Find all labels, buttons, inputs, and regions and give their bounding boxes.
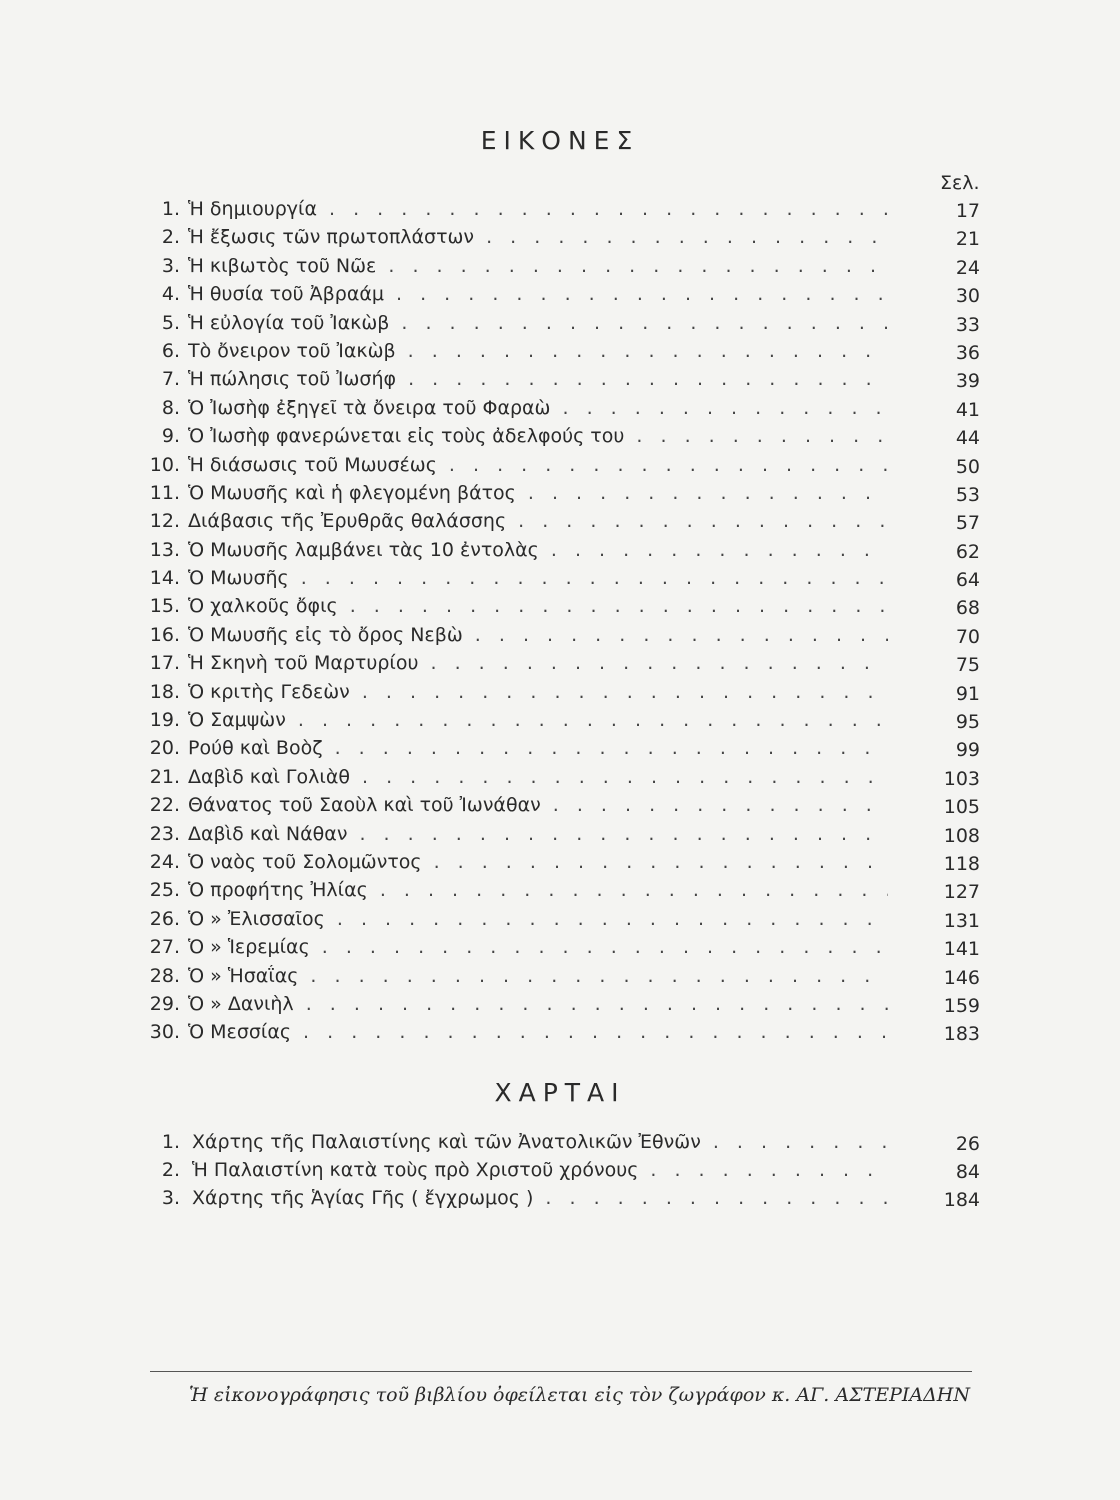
- entry-page: 39: [955, 370, 980, 393]
- toc-entry: [0, 482, 1120, 510]
- entry-number: 28.: [149, 964, 180, 987]
- toc-entry: [0, 368, 1120, 396]
- entry-title: Ὁ » Ἱερεμίας . . .: [188, 936, 888, 958]
- entry-number: 13.: [149, 538, 180, 561]
- entry-title: Ὁ Μωυσῆς εἰς τὸ ὄρος Νεβὼ . . .: [188, 624, 888, 646]
- toc-entry: [0, 198, 1120, 226]
- toc-entry: [0, 425, 1120, 453]
- toc-entry: [0, 737, 1120, 765]
- entry-title: Ὁ ναὸς τοῦ Σολομῶντος . . .: [188, 851, 888, 873]
- toc-entry: [0, 1021, 1120, 1049]
- entry-title: Ὁ » Δανιὴλ . . .: [188, 993, 888, 1015]
- entry-title: Ἡ διάσωσις τοῦ Μωυσέως . . .: [188, 454, 888, 476]
- entry-page: 50: [955, 455, 980, 478]
- entry-number: 9.: [161, 425, 180, 448]
- entry-title: Ὁ Μωυσῆς καὶ ἡ φλεγομένη βάτος . . .: [188, 482, 888, 504]
- entry-title: Ἡ Παλαιστίνη κατὰ τοὺς πρὸ Χριστοῦ χρόνους . . .: [192, 1159, 892, 1181]
- entry-page: 118: [943, 852, 980, 875]
- entry-number: 29.: [149, 992, 180, 1015]
- entry-title: Ὁ προφήτης Ἠλίας . . .: [188, 879, 888, 901]
- entry-page: 75: [955, 654, 980, 677]
- entry-title: Χάρτης τῆς Ἁγίας Γῆς ( ἔγχρωμος ) . . .: [192, 1187, 892, 1209]
- entry-page: 103: [943, 767, 980, 790]
- entry-page: 53: [955, 483, 980, 506]
- entry-page: 127: [943, 881, 980, 904]
- toc-entry: [0, 851, 1120, 879]
- entry-title: Ὁ χαλκοῦς ὄφις . . .: [188, 595, 888, 617]
- entry-page: 99: [955, 739, 980, 762]
- toc-entry: [0, 709, 1120, 737]
- entry-title: Δαβὶδ καὶ Νάθαν . . .: [188, 823, 888, 845]
- entry-page: 131: [943, 909, 980, 932]
- entry-number: 19.: [149, 709, 180, 732]
- toc-entry: [0, 283, 1120, 311]
- entry-number: 14.: [149, 567, 180, 590]
- toc-entry: [0, 794, 1120, 822]
- entry-number: 12.: [149, 510, 180, 533]
- toc-entry: [0, 936, 1120, 964]
- toc-entry: [0, 255, 1120, 283]
- entry-title: Ὁ Μωυσῆς λαμβάνει τὰς 10 ἐντολὰς . . .: [188, 539, 888, 561]
- footer-divider: [150, 1371, 972, 1372]
- toc-entry: [0, 879, 1120, 907]
- toc-entry: [0, 823, 1120, 851]
- maps-section-title: ΧΑΡΤΑΙ: [494, 1078, 626, 1107]
- entry-number: 3.: [161, 1187, 180, 1209]
- entry-number: 17.: [149, 652, 180, 675]
- entry-title: Ἡ πώλησις τοῦ Ἰωσήφ . . .: [188, 368, 888, 390]
- entry-page: 21: [955, 228, 980, 251]
- entry-number: 8.: [161, 396, 180, 419]
- entry-page: 33: [955, 313, 980, 336]
- entry-title: Ἡ ἔξωσις τῶν πρωτοπλάστων . . .: [188, 226, 888, 248]
- toc-entry: [0, 567, 1120, 595]
- entry-title: Ὁ » Ἐλισσαῖος . . .: [188, 908, 888, 930]
- entry-page: 41: [955, 398, 980, 421]
- entry-number: 1.: [161, 1131, 180, 1153]
- entry-title: Διάβασις τῆς Ἐρυθρᾶς θαλάσσης . . .: [188, 510, 888, 532]
- entry-title: Ρούθ καὶ Βοὸζ . . .: [188, 737, 888, 759]
- toc-entry: [0, 226, 1120, 254]
- entry-title: Τὸ ὄνειρον τοῦ Ἰακὼβ . . .: [188, 340, 888, 362]
- toc-entry: [0, 766, 1120, 794]
- toc-entry: [0, 1187, 1120, 1215]
- entry-page: 146: [943, 966, 980, 989]
- entry-page: 141: [943, 938, 980, 961]
- entry-number: 1.: [161, 198, 180, 220]
- entry-title: Ἡ κιβωτὸς τοῦ Νῶε . . .: [188, 255, 888, 277]
- entry-page: 70: [955, 625, 980, 648]
- toc-entry: [0, 595, 1120, 623]
- toc-entry: [0, 1159, 1120, 1187]
- entry-number: 15.: [149, 595, 180, 618]
- toc-entry: [0, 624, 1120, 652]
- toc-entry: [0, 908, 1120, 936]
- entry-title: Ἡ θυσία τοῦ Ἀβραάμ . . .: [188, 283, 888, 305]
- entry-title: Ἡ Σκηνὴ τοῦ Μαρτυρίου . . .: [188, 652, 888, 674]
- toc-entry: [0, 1131, 1120, 1159]
- entry-number: 30.: [149, 1021, 180, 1044]
- entry-number: 22.: [149, 794, 180, 817]
- images-section-title: ΕΙΚΟΝΕΣ: [480, 126, 640, 155]
- entry-title: Δαβὶδ καὶ Γολιὰθ . . .: [188, 766, 888, 788]
- entry-number: 24.: [149, 850, 180, 873]
- entry-page: 44: [955, 427, 980, 450]
- entry-title: Ὁ Σαμψὼν . . .: [188, 709, 888, 731]
- entry-number: 5.: [161, 311, 180, 334]
- toc-entry: [0, 652, 1120, 680]
- entry-number: 20.: [149, 737, 180, 760]
- entry-number: 2.: [161, 1159, 180, 1181]
- entry-number: 7.: [161, 368, 180, 391]
- entry-number: 26.: [149, 907, 180, 930]
- entry-page: 184: [943, 1189, 980, 1211]
- entry-page: 84: [955, 1161, 980, 1183]
- entry-page: 57: [955, 512, 980, 535]
- entry-page: 95: [955, 711, 980, 734]
- toc-entry: [0, 340, 1120, 368]
- entry-page: 159: [943, 994, 980, 1017]
- entry-page: 91: [955, 682, 980, 705]
- entry-page: 24: [955, 256, 980, 279]
- entry-number: 10.: [149, 453, 180, 476]
- entry-number: 6.: [161, 339, 180, 362]
- entry-title: Ὁ » Ἡσαΐας . . .: [188, 965, 888, 987]
- entry-title: Ὁ Μεσσίας . . .: [188, 1021, 888, 1043]
- entry-page: 64: [955, 569, 980, 592]
- entry-number: 3.: [161, 254, 180, 277]
- entry-title: Ἡ εὐλογία τοῦ Ἰακὼβ . . .: [188, 312, 888, 334]
- toc-entry: [0, 397, 1120, 425]
- entry-title: Θάνατος τοῦ Σαοὺλ καὶ τοῦ Ἰωνάθαν . . .: [188, 794, 888, 816]
- toc-entry: [0, 681, 1120, 709]
- entry-number: 2.: [161, 226, 180, 249]
- entry-page: 17: [955, 200, 980, 222]
- toc-entry: [0, 993, 1120, 1021]
- toc-entry: [0, 539, 1120, 567]
- entry-title: Ὁ Ἰωσὴφ ἐξηγεῖ τὰ ὄνειρα τοῦ Φαραὼ . . .: [188, 397, 888, 419]
- entry-page: 68: [955, 597, 980, 620]
- entry-page: 36: [955, 341, 980, 364]
- entry-number: 11.: [149, 481, 180, 504]
- entry-title: Ὁ κριτὴς Γεδεὼν . . .: [188, 681, 888, 703]
- entry-page: 105: [943, 796, 980, 819]
- entry-number: 16.: [149, 623, 180, 646]
- entry-title: Ὁ Ἰωσὴφ φανερώνεται εἰς τοὺς ἀδελφούς του . . .: [188, 425, 888, 447]
- entry-page: 26: [955, 1133, 980, 1155]
- toc-entry: [0, 312, 1120, 340]
- toc-entry: [0, 965, 1120, 993]
- entry-page: 30: [955, 285, 980, 308]
- entry-title: Χάρτης τῆς Παλαιστίνης καὶ τῶν Ἀνατολικῶν Ἐθνῶν . . .: [192, 1131, 892, 1153]
- page-column-label: Σελ.: [940, 172, 980, 194]
- entry-page: 108: [943, 824, 980, 847]
- entry-number: 4.: [161, 283, 180, 306]
- maps-list: [0, 1131, 1120, 1215]
- entry-number: 23.: [149, 822, 180, 845]
- toc-entry: [0, 454, 1120, 482]
- illustration-credit: Ἡ εἰκονογράφησις τοῦ βιβλίου ὀφείλεται εἰς τὸν ζωγράφον κ. ΑΓ. ΑΣΤΕΡΙΑΔΗΝ: [189, 1384, 970, 1406]
- images-list: [0, 198, 1120, 1050]
- entry-number: 27.: [149, 936, 180, 959]
- entry-title: Ἡ δημιουργία . . .: [188, 198, 888, 220]
- entry-title: Ὁ Μωυσῆς . . .: [188, 567, 888, 589]
- entry-page: 183: [943, 1023, 980, 1046]
- toc-entry: [0, 510, 1120, 538]
- entry-number: 25.: [149, 879, 180, 902]
- entry-number: 18.: [149, 680, 180, 703]
- entry-number: 21.: [149, 765, 180, 788]
- entry-page: 62: [955, 540, 980, 563]
